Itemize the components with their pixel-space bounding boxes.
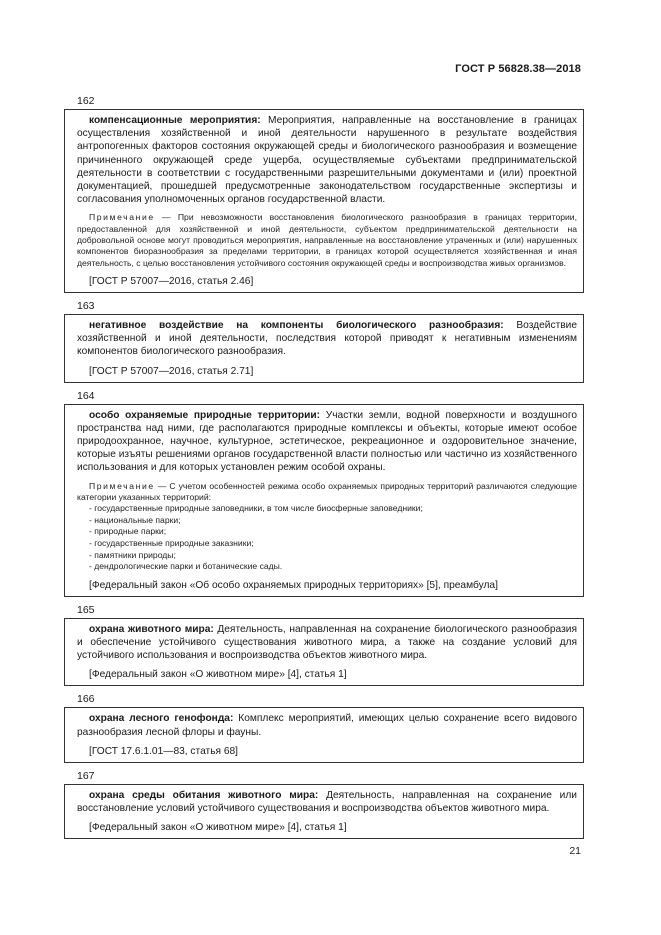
term-title: охрана лесного генофонда: (89, 713, 234, 725)
document-header: ГОСТ Р 56828.38—2018 (455, 63, 581, 75)
term-source: [ГОСТ Р 57007—2016, статья 2.46] (89, 275, 254, 287)
term-definition (77, 319, 577, 359)
note-list-item: - дендрологические парки и ботанические сады. (89, 561, 577, 573)
definition-text: Деятельность, направленная на сохранение или восстановление условий устойчивого существования и воспроизводства объектов животного мира. (77, 789, 577, 814)
term-source: [ГОСТ 17.6.1.01—83, статья 68] (89, 745, 239, 757)
term-title: компенсационные мероприятия: (89, 115, 261, 126)
note-list-item: - природные парки; (89, 526, 577, 538)
term-source: [ГОСТ Р 57007—2016, статья 2.71] (89, 365, 254, 377)
definition-text: Воздействие хозяйственной и иной деятельности, последствия которой приводят к негативным изменениям компонентов биологического разнообразия. (77, 319, 578, 358)
term-entry (64, 784, 584, 839)
definition-text: Комплекс мероприятий, имеющих целью сохранение всего видового разнообразия лесной флоры и фауны. (77, 713, 578, 738)
note-list-item: - национальные парки; (89, 515, 577, 527)
term-source: [Федеральный закон «Об особо охраняемых природных территориях» [5], преамбула] (89, 579, 498, 591)
entry-number: 165 (77, 603, 95, 616)
term-title: особо охраняемые природные территории: (89, 409, 321, 421)
term-definition (77, 789, 577, 815)
term-definition (77, 623, 577, 663)
term-entry (64, 109, 584, 293)
term-title: негативное воздействие на компоненты биологического разнообразия: (89, 319, 504, 331)
term-source: [Федеральный закон «О животном мире» [4], статья 1] (89, 669, 347, 681)
term-title: охрана среды обитания животного мира: (89, 789, 319, 801)
term-entry (64, 618, 584, 687)
definition-text: Деятельность, направленная на сохранение биологического разнообразия и обеспечение устойчивого существования животного мира, а также на создание условий для устойчивого использования и воспроизводства объектов животного мира. (77, 623, 577, 662)
note-list (77, 503, 577, 573)
note-label: Примечание (89, 212, 155, 223)
entry-number: 163 (77, 299, 95, 312)
entry-number: 162 (77, 95, 95, 107)
terms-section (64, 92, 584, 845)
note-list-item: - памятники природы; (89, 550, 577, 562)
term-source: [Федеральный закон «О животном мире» [4], статья 1] (89, 822, 347, 834)
entry-number: 167 (77, 769, 95, 782)
term-entry (64, 404, 584, 597)
term-entry (64, 707, 584, 762)
term-definition (77, 409, 577, 475)
definition-text: Мероприятия, направленные на восстановление в границах осуществления хозяйственной и иной деятельности нарушенного в результате воздействия антропогенных факторов состояния окружающей среды и биологического разнообразия и возмещение причиненного окружающей среде ущерба, осуществляемые субъектами предпринимательской деятельности в соответствии с государственными разрешительными документами и (или) проектной документацией, прошедшей предусмотренные законодательством государственные экспертизы и согласования уполномоченных органов государственной власти. (77, 115, 577, 206)
term-note (77, 481, 577, 504)
note-text: — С учетом особенностей режима особо охраняемых природных территорий различаются следующие категории указанных территорий: (77, 480, 577, 502)
term-title: охрана животного мира: (89, 623, 214, 635)
note-list-item: - государственные природные заповедники, в том числе биосферные заповедники; (89, 503, 577, 515)
entry-number: 164 (77, 389, 95, 402)
term-note (77, 212, 577, 268)
page-number: 21 (569, 845, 581, 857)
term-entry (64, 314, 584, 383)
entry-number: 166 (77, 693, 95, 706)
term-definition (77, 712, 577, 738)
note-text: — При невозможности восстановления биологического разнообразия в границах территории, предоставленной для хозяйственной и иной деятельности, субъектом предпринимательской деятельности на добровольной основе могут проводиться мероприятия, направленные на восстановление утраченных и (или) нарушенных компонентов биоразнообразия за пределами территории, в границах которой осуществляется хозяйственная и иная деятельность, с целью восстановления устойчивого состояния окружающей среды и воспроизводства живых организмов. (77, 212, 577, 268)
note-list-item: - государственные природные заказники; (89, 538, 577, 550)
note-label: Примечание (89, 480, 155, 491)
definition-text: Участки земли, водной поверхности и воздушного пространства над ними, где располагаются природные комплексы и объекты, которые имеют особое природоохранное, научное, культурное, эстетическое, рекреационное и оздоровительное значение, которые изъяты решениями органов государственной власти полностью или частично из хозяйственного использования и для которых установлен режим особой охраны. (77, 409, 577, 474)
term-definition (77, 114, 577, 206)
